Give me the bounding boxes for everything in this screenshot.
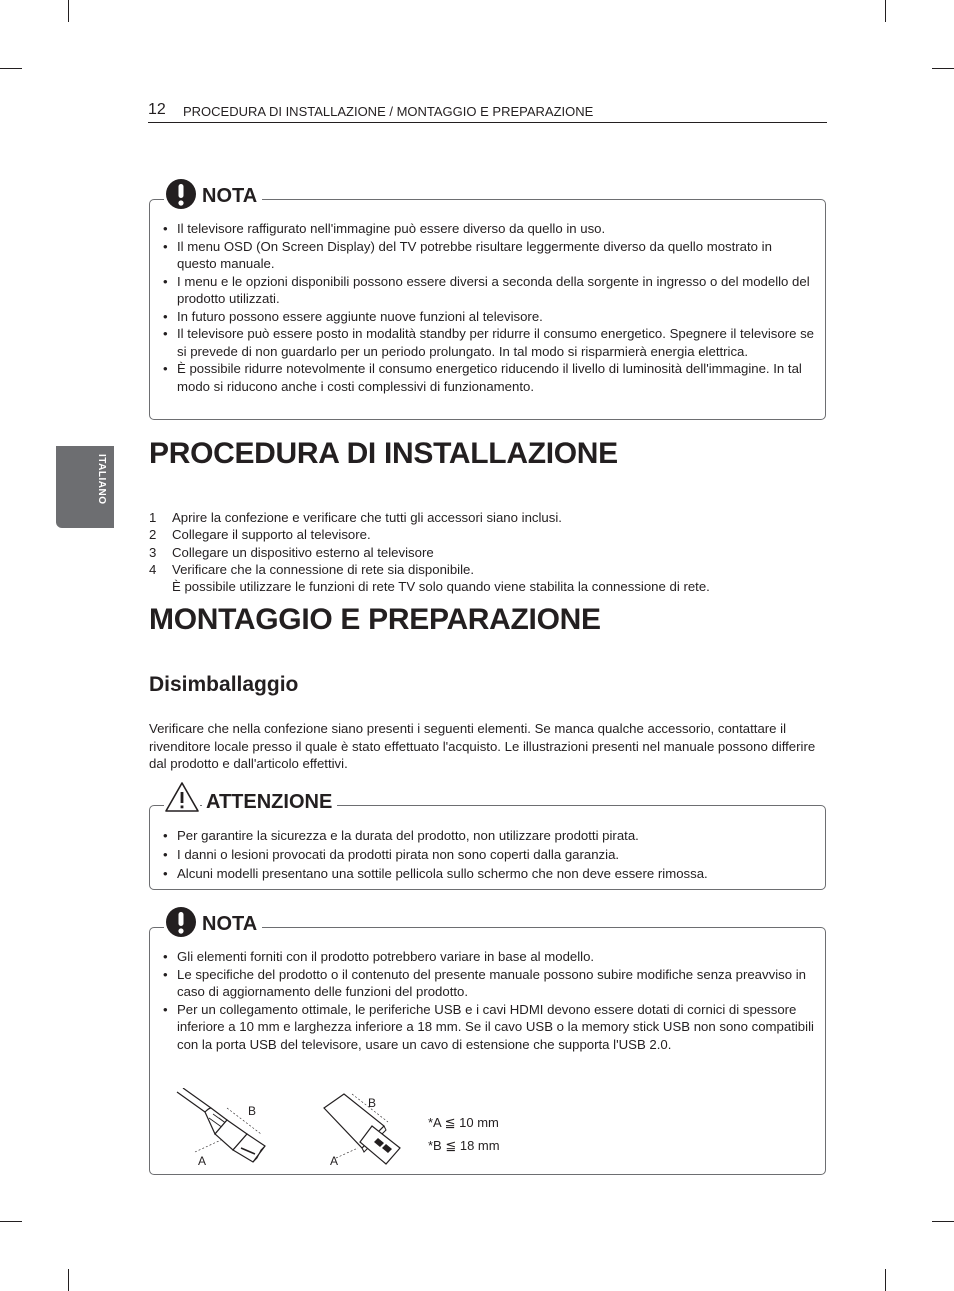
header-title: PROCEDURA DI INSTALLAZIONE / MONTAGGIO E PREPARAZIONE [183,104,594,119]
list-item: • Il televisore raffigurato nell'immagine può essere diverso da quello in uso. [163,220,815,238]
crop-mark [932,1221,954,1222]
list-item: • Per un collegamento ottimale, le periferiche USB e i cavi HDMI devono essere dotati di cornici di spessore inferiore a 10 mm e larghezza inferiore a 18 mm. Se il cavo USB o la memory stick USB non sono compatibili con la porta USB del televisore, usare un cavo di estensione che supporta l'USB 2.0. [163,1001,815,1054]
list-item [149,544,829,561]
list-item: • Alcuni modelli presentano una sottile pellicola sullo schermo che non deve essere rimossa. [163,864,815,883]
step-number: 3 [149,544,157,560]
note-list [163,948,815,1053]
section-title-installation: PROCEDURA DI INSTALLAZIONE [149,437,618,470]
dimension-a: *A ≦ 10 mm [428,1115,499,1130]
language-tab [56,446,114,528]
crop-mark [932,68,954,69]
list-item: • In futuro possono essere aggiunte nuove funzioni al televisore. [163,308,815,326]
crop-mark [0,68,22,69]
hdmi-connector-illustration [175,1088,285,1170]
page-number: 12 [148,101,166,118]
note-list [163,220,815,395]
list-item [149,526,829,543]
installation-steps [149,509,829,595]
subsection-title-unpacking: Disimballaggio [149,673,299,696]
list-item: • Il menu OSD (On Screen Display) del TV potrebbe risultare leggermente diverso da quello mostrato in questo manuale. [163,238,815,273]
note-label: NOTA [198,911,262,937]
list-item: • Gli elementi forniti con il prodotto potrebbero variare in base al modello. [163,948,815,966]
page-header [148,100,827,123]
step-number: 2 [149,527,157,543]
section-title-assembly: MONTAGGIO E PREPARAZIONE [149,603,601,636]
dimension-b: *B ≦ 18 mm [428,1138,500,1153]
crop-mark [885,0,886,22]
list-item [149,509,829,526]
list-item: • Per garantire la sicurezza e la durata del prodotto, non utilizzare prodotti pirata. [163,826,815,845]
step-text: Verificare che la connessione di rete sia disponibile. [172,561,475,577]
list-item: • È possibile ridurre notevolmente il consumo energetico riducendo il livello di luminosità dell'immagine. In tal modo si riducono anche i costi complessivi di funzionamento. [163,360,815,395]
note-box [149,913,826,1175]
note-label: NOTA [198,183,262,209]
list-item: • Le specifiche del prodotto o il contenuto del presente manuale possono subire modifiche senza preavviso in caso di aggiornamento delle funzioni del prodotto. [163,966,815,1001]
step-number: 4 [149,561,157,577]
step-text: Aprire la confezione e verificare che tutti gli accessori siano inclusi. [172,510,562,525]
crop-mark [885,1269,886,1291]
figure-label-a: A [198,1154,207,1168]
warning-icon [164,781,200,813]
step-number: 1 [149,510,157,525]
list-item: • I menu e le opzioni disponibili possono essere diversi a seconda della sorgente in ingresso o del modello del prodotto utilizzati. [163,273,815,308]
crop-mark [68,0,69,22]
caution-box [149,791,826,890]
figure-label-b: B [368,1096,377,1110]
list-item: • I danni o lesioni provocati da prodotti pirata non sono coperti dalla garanzia. [163,845,815,864]
crop-mark [0,1221,22,1222]
note-box [149,185,826,420]
figure-label-b: B [248,1104,257,1118]
exclamation-icon [164,177,198,211]
list-item: • Il televisore può essere posto in modalità standby per ridurre il consumo energetico. Spegnere il televisore se si prevede di non guardarlo per un periodo prolungato. In tal modo si risparmierà energia elettrica. [163,325,815,360]
exclamation-icon [164,905,198,939]
crop-mark [68,1269,69,1291]
caution-label: ATTENZIONE [202,789,337,815]
step-text: Collegare un dispositivo esterno al televisore [172,544,434,560]
list-item [149,561,829,596]
step-text: È possibile utilizzare le funzioni di rete TV solo quando viene stabilita la connessione di rete. [172,579,710,595]
caution-list [163,826,815,883]
figure-label-a: A [330,1154,339,1168]
step-text: Collegare il supporto al televisore. [172,527,371,543]
unpacking-intro: Verificare che nella confezione siano presenti i seguenti elementi. Se manca qualche accessorio, contattare il rivenditore locale presso il quale è stato effettuato l'acquisto. Le illustrazioni presenti nel manuale possono differire dal prodotto e dall'articolo effettivi. [149,721,816,771]
language-tab-label: ITALIANO [96,454,107,505]
